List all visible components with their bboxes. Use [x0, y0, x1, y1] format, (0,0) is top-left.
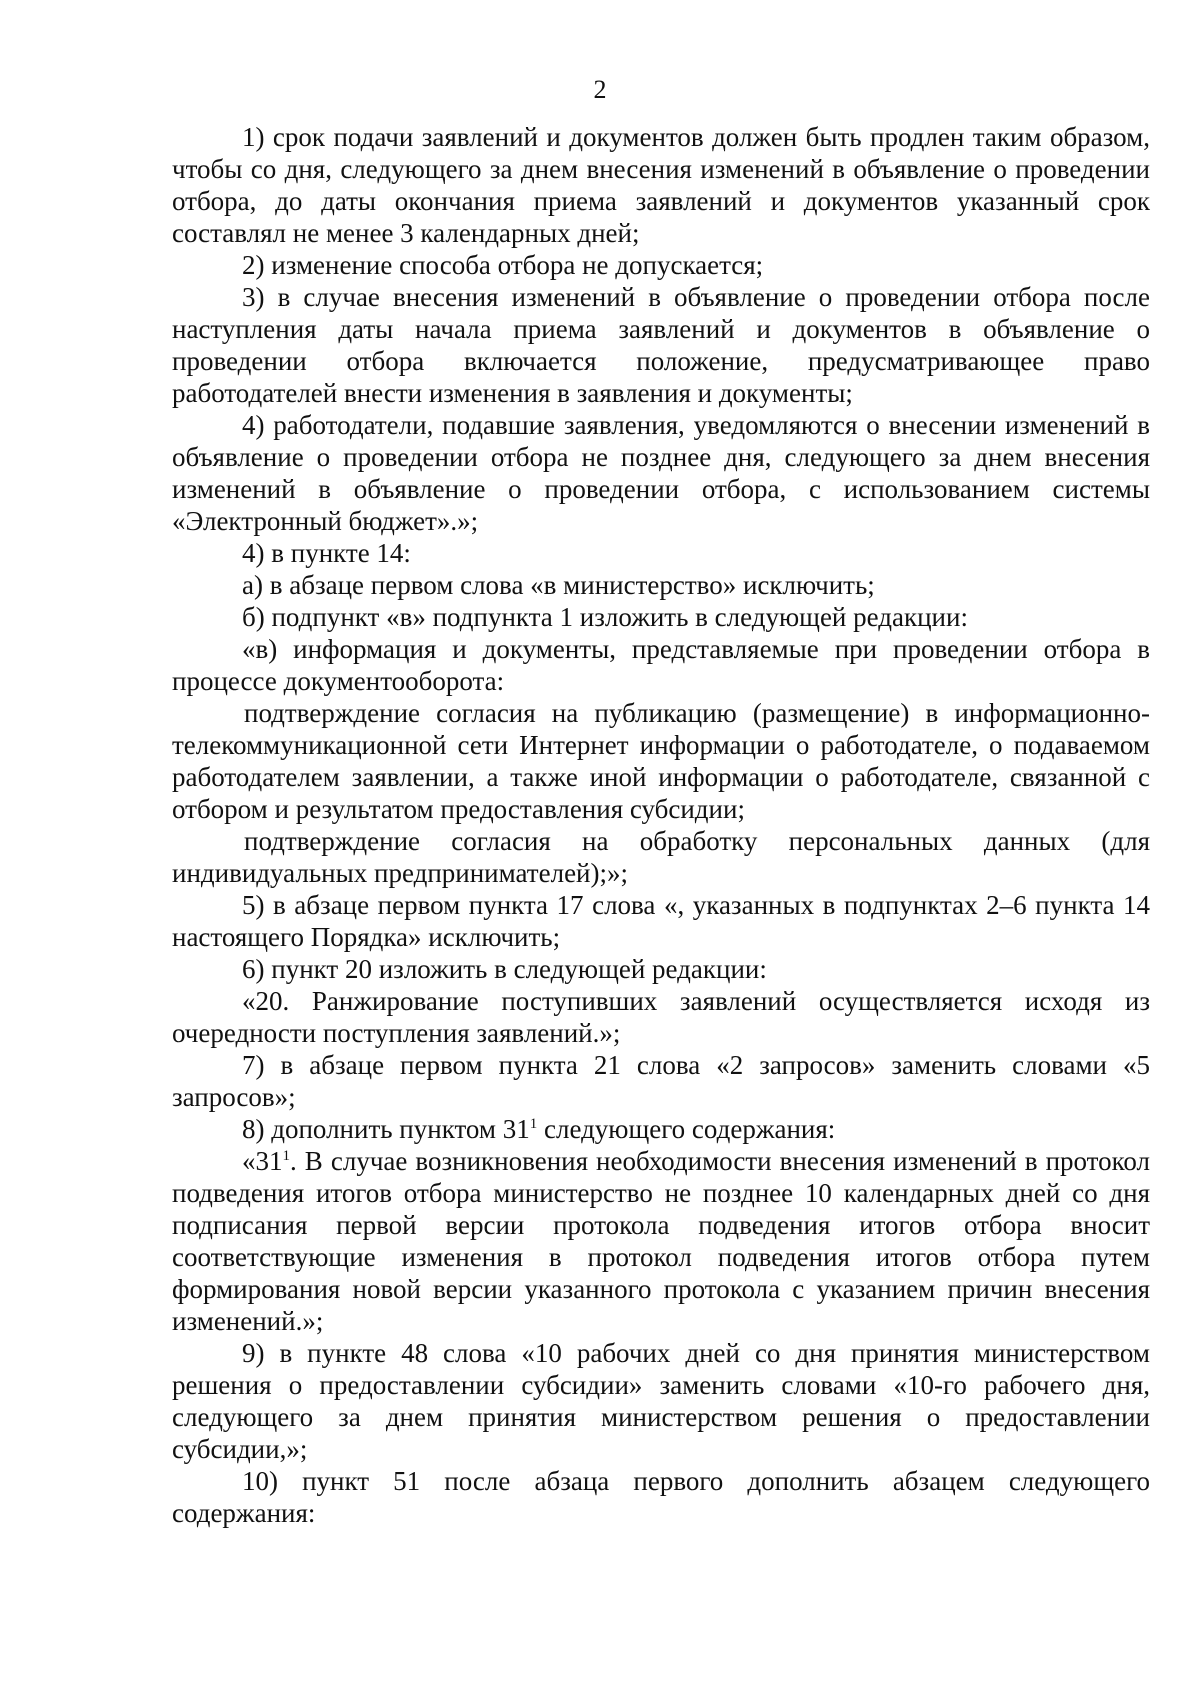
paragraph-item-10: 10) пункт 51 после абзаца первого дополнить абзацем следующего содержания: — [172, 1466, 1150, 1528]
paragraph-item-9: 9) в пункте 48 слова «10 рабочих дней со дня принятия министерством решения о предоставлении субсидии» заменить словами «10-го рабочего дня, следующего за днем принятия министерством решения о предоставлении субсидии,»; — [172, 1338, 1150, 1464]
paragraph-2: 2) изменение способа отбора не допускается; — [242, 250, 764, 280]
paragraph-3: 3) в случае внесения изменений в объявление о проведении отбора после наступления даты начала приема заявлений и документов в объявление о проведении отбора включается положение, предусматривающее право работодателей внести изменения в заявления и документы; — [172, 282, 1150, 408]
paragraph-item-4a: а) в абзаце первом слова «в министерство» исключить; — [242, 570, 875, 600]
paragraph-consent-publication: подтверждение согласия на публикацию (размещение) в информационно-телекоммуникационной сети Интернет информации о работодателе, о подаваемом работодателем заявлении, а также иной информации о работодателе, связанной с отбором и результатом предоставления субсидии; — [172, 698, 1150, 824]
paragraph-item-6: 6) пункт 20 изложить в следующей редакции: — [242, 954, 767, 984]
paragraph-item-4b: б) подпункт «в» подпункта 1 изложить в следующей редакции: — [242, 602, 968, 632]
paragraph-quote-v: «в) информация и документы, представляемые при проведении отбора в процессе документооборота: — [172, 634, 1150, 696]
document-body — [172, 121, 1150, 1529]
page-number: 2 — [593, 75, 607, 104]
paragraph-item-8 — [172, 1113, 1150, 1145]
paragraph-item-8-after: следующего содержания: — [537, 1114, 836, 1144]
paragraph-4: 4) работодатели, подавшие заявления, уведомляются о внесении изменений в объявление о проведении отбора не позднее дня, следующего за днем внесения изменений в объявление о проведении отбора, с использованием системы «Электронный бюджет».»; — [172, 410, 1150, 536]
paragraph-quote-31-1-before: «31 — [242, 1146, 283, 1176]
paragraph-quote-31-1-sup: 1 — [282, 1148, 290, 1164]
paragraph-quote-31-1-after: . В случае возникновения необходимости внесения изменений в протокол подведения итогов отбора министерство не позднее 10 календарных дней со дня подписания первой версии протокола подведения итогов отбора вносит соответствующие изменения в протокол подведения итогов отбора путем формирования новой версии указанного протокола с указанием причин внесения изменений.»; — [172, 1146, 1150, 1336]
paragraph-item-5: 5) в абзаце первом пункта 17 слова «, указанных в подпунктах 2–6 пункта 14 настоящего Порядка» исключить; — [172, 890, 1150, 952]
paragraph-item-8-sup: 1 — [529, 1116, 538, 1132]
paragraph-item-8-before: 8) дополнить пунктом 31 — [242, 1114, 530, 1144]
paragraph-1: 1) срок подачи заявлений и документов должен быть продлен таким образом, чтобы со дня, следующего за днем внесения изменений в объявление о проведении отбора, до даты окончания приема заявлений и документов указанный срок составлял не менее 3 календарных дней; — [172, 122, 1150, 248]
paragraph-item-7: 7) в абзаце первом пункта 21 слова «2 запросов» заменить словами «5 запросов»; — [172, 1050, 1150, 1112]
paragraph-item-4: 4) в пункте 14: — [242, 538, 411, 568]
paragraph-consent-personal-data: подтверждение согласия на обработку персональных данных (для индивидуальных предпринимателей);»; — [172, 826, 1150, 888]
paragraph-quote-20: «20. Ранжирование поступивших заявлений осуществляется исходя из очередности поступления заявлений.»; — [172, 986, 1150, 1048]
paragraph-quote-31-1 — [172, 1145, 1150, 1337]
